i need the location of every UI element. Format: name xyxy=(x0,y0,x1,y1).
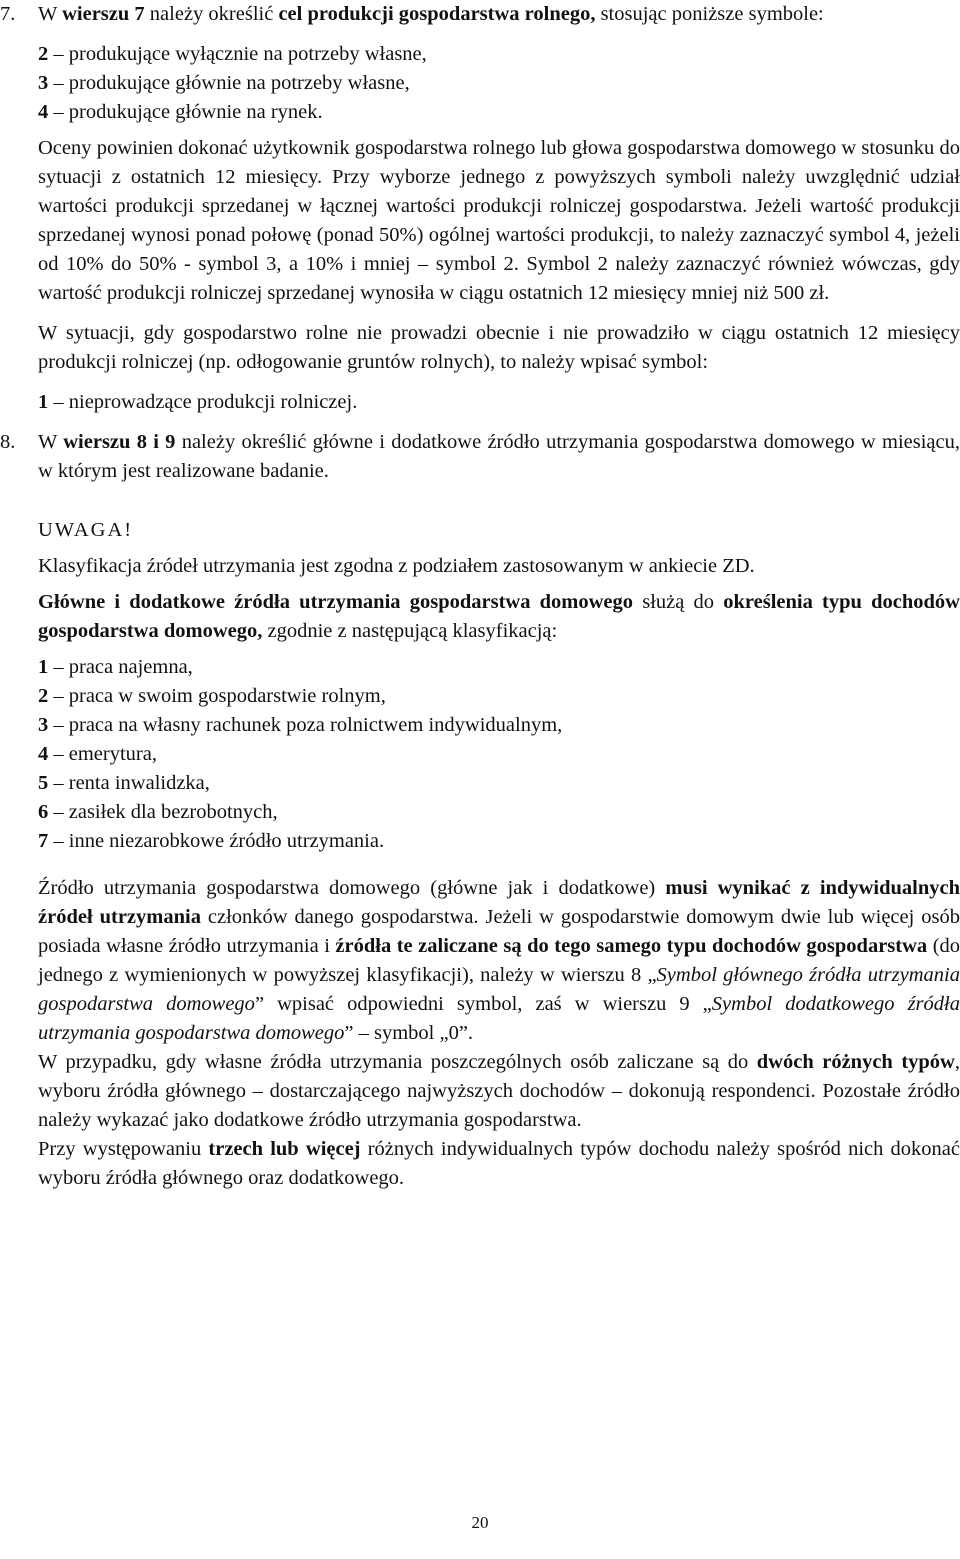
row-reference: wierszu 7 xyxy=(62,3,145,25)
source-list-item: 2 – praca w swoim gospodarstwie rolnym, xyxy=(38,685,386,707)
source-list-item: 4 – emerytura, xyxy=(38,743,157,765)
two-types-paragraph: W przypadku, gdy własne źródła utrzymania poszczególnych osób zaliczane są do dwóch różnych typów, wyboru źródła głównego – dostarczającego najwyższych dochodów – dokonują respondenci. Pozostałe źródło należy wykazać jako dodatkowe źródło utrzymania gospodarstwa. xyxy=(38,1051,960,1131)
item-8-intro: W wierszu 8 i 9 należy określić główne i dodatkowe źródło utrzymania gospodarstwa domowego w miesiącu, w którym jest realizowane badanie. xyxy=(38,431,960,482)
income-source-list xyxy=(38,653,960,856)
production-goal-term: cel produkcji gospodarstwa rolnego, xyxy=(278,3,596,25)
symbol-list-item: 3 – produkujące głównie na potrzeby własne, xyxy=(38,72,410,94)
source-list-item: 5 – renta inwalidzka, xyxy=(38,772,210,794)
item-7-intro: W wierszu 7 należy określić cel produkcji gospodarstwa rolnego, stosując poniższe symbole: xyxy=(38,3,824,25)
production-symbol-list xyxy=(38,40,960,127)
symbol-list-item: 2 – produkujące wyłącznie na potrzeby własne, xyxy=(38,43,427,65)
warning-heading: UWAGA! xyxy=(38,519,134,541)
source-rules-paragraph: Źródło utrzymania gospodarstwa domowego (główne jak i dodatkowe) musi wynikać z indywidualnych źródeł utrzymania członków danego gospodarstwa. Jeżeli w gospodarstwie domowym dwie lub więcej osób posiada własne źródło utrzymania i źródła te zaliczane są do tego samego typu dochodów gospodarstwa (do jednego z wymienionych w powyższej klasyfikacji), należy w wierszu 8 „Symbol głównego źródła utrzymania gospodarstwa domowego” wpisać odpowiedni symbol, zaś w wierszu 9 „Symbol dodatkowego źródła utrzymania gospodarstwa domowego” – symbol „0”. xyxy=(38,877,960,1044)
no-production-paragraph: W sytuacji, gdy gospodarstwo rolne nie prowadzi obecnie i nie prowadziło w ciągu ostatnich 12 miesięcy produkcji rolniczej (np. odłogowanie gruntów rolnych), to należy wpisać symbol: xyxy=(38,322,960,373)
row-reference: wierszu 8 i 9 xyxy=(63,431,176,453)
source-list-item: 6 – zasiłek dla bezrobotnych, xyxy=(38,801,278,823)
item-8 xyxy=(0,428,960,1193)
source-list-item: 3 – praca na własny rachunek poza rolnictwem indywidualnym, xyxy=(38,714,563,736)
symbol-list-item: 4 – produkujące głównie na rynek. xyxy=(38,101,323,123)
item-7-number: 7. xyxy=(0,3,16,25)
source-list-item: 7 – inne niezarobkowe źródło utrzymania. xyxy=(38,830,385,852)
three-types-paragraph: Przy występowaniu trzech lub więcej różnych indywidualnych typów dochodu należy spośród nich dokonać wyboru źródła głównego oraz dodatkowego. xyxy=(38,1138,960,1189)
assessment-paragraph: Oceny powinien dokonać użytkownik gospodarstwa rolnego lub głowa gospodarstwa domowego w stosunku do sytuacji z ostatnich 12 miesięcy. Przy wyborze jednego z powyższych symboli należy uwzględnić udział wartości produkcji sprzedanej w łącznej wartości produkcji rolniczej gospodarstwa. Jeżeli wartość produkcji sprzedanej wynosi ponad połowę (ponad 50%) ogólnej wartości produkcji, to należy zaznaczyć symbol 4, jeżeli od 10% do 50% - symbol 3, a 10% i mniej – symbol 2. Symbol 2 należy zaznaczyć również wówczas, gdy wartość produkcji rolniczej sprzedanej wynosiła w ciągu ostatnich 12 miesięcy mniej niż 500 zł. xyxy=(38,137,960,304)
item-8-number: 8. xyxy=(0,431,16,453)
symbol-1-line: 1 – nieprowadzące produkcji rolniczej. xyxy=(38,391,358,413)
item-7 xyxy=(0,0,960,417)
page-number: 20 xyxy=(471,1513,489,1532)
source-list-item: 1 – praca najemna, xyxy=(38,656,193,678)
classification-note: Klasyfikacja źródeł utrzymania jest zgodna z podziałem zastosowanym w ankiecie ZD. xyxy=(38,555,755,577)
income-sources-paragraph: Główne i dodatkowe źródła utrzymania gospodarstwa domowego służą do określenia typu dochodów gospodarstwa domowego, zgodnie z następującą klasyfikacją: xyxy=(38,591,960,642)
